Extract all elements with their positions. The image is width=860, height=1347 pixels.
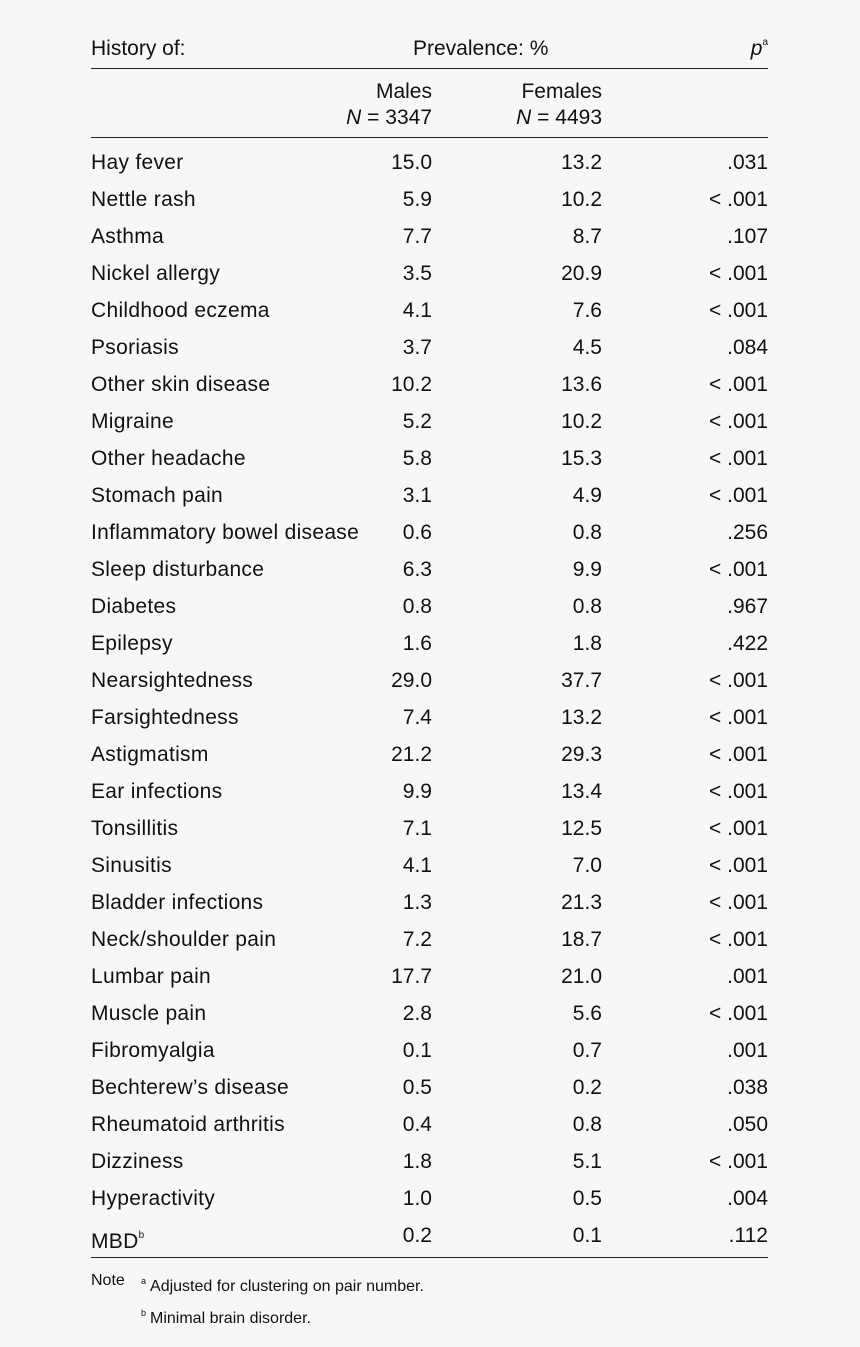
row-label	[91, 625, 173, 662]
row-label	[91, 329, 179, 366]
males-value: 7.1	[402, 817, 432, 840]
females-value: 21.3	[561, 891, 602, 914]
females-value: 0.8	[572, 521, 602, 544]
row-label-text: Muscle pain	[91, 1002, 207, 1025]
row-label-text: Neck/shoulder pain	[91, 928, 277, 951]
males-value: 3.5	[402, 262, 432, 285]
row-label-text: Rheumatoid arthritis	[91, 1113, 285, 1136]
table-row	[91, 958, 768, 995]
p-value: < .001	[709, 928, 768, 951]
females-value: 0.2	[572, 1076, 602, 1099]
males-n-value: = 3347	[361, 106, 432, 129]
males-value: 5.2	[402, 410, 432, 433]
p-value: .038	[727, 1076, 768, 1099]
row-label	[91, 810, 178, 847]
females-value: 7.6	[572, 299, 602, 322]
females-value: 0.8	[572, 595, 602, 618]
females-value: 4.9	[572, 484, 602, 507]
table-row	[91, 1106, 768, 1143]
row-label	[91, 1069, 289, 1106]
note-b-text: Minimal brain disorder.	[150, 1310, 311, 1327]
females-value: 12.5	[561, 817, 602, 840]
females-value: 13.6	[561, 373, 602, 396]
table-row	[91, 403, 768, 440]
p-value: < .001	[709, 188, 768, 211]
p-value: < .001	[709, 484, 768, 507]
row-label-text: Lumbar pain	[91, 965, 212, 988]
females-value: 1.8	[572, 632, 602, 655]
row-label-text: Diabetes	[91, 595, 177, 618]
header-history-label: History of:	[91, 37, 186, 60]
p-value: .084	[727, 336, 768, 359]
table-row	[91, 773, 768, 810]
row-label	[91, 884, 263, 921]
p-value: .001	[727, 965, 768, 988]
row-label	[91, 773, 222, 810]
row-label	[91, 699, 239, 736]
table-row	[91, 884, 768, 921]
males-value: 17.7	[391, 965, 432, 988]
row-label-text: Sleep disturbance	[91, 558, 265, 581]
row-label-text: Psoriasis	[91, 336, 179, 359]
females-value: 29.3	[561, 743, 602, 766]
row-label	[91, 181, 196, 218]
table-row	[91, 810, 768, 847]
p-value: .050	[727, 1113, 768, 1136]
row-label	[91, 440, 246, 477]
table-row	[91, 847, 768, 884]
females-value: 37.7	[561, 669, 602, 692]
table-row	[91, 1180, 768, 1217]
p-value: < .001	[709, 1002, 768, 1025]
p-value: < .001	[709, 410, 768, 433]
table-row	[91, 1217, 768, 1254]
row-label-text: Inflammatory bowel disease	[91, 521, 360, 544]
row-label	[91, 1106, 285, 1143]
row-label-text: Bechterew’s disease	[91, 1076, 289, 1099]
p-value: < .001	[709, 669, 768, 692]
males-value: 29.0	[391, 669, 432, 692]
row-label-text: Stomach pain	[91, 484, 224, 507]
females-value: 13.4	[561, 780, 602, 803]
males-value: 1.6	[402, 632, 432, 655]
row-label	[91, 1217, 144, 1260]
table-row	[91, 588, 768, 625]
p-value: < .001	[709, 299, 768, 322]
p-value: < .001	[709, 1150, 768, 1173]
row-label-text: Nettle rash	[91, 188, 196, 211]
row-label	[91, 403, 174, 440]
note-label: Note	[91, 1272, 125, 1289]
females-value: 10.2	[561, 410, 602, 433]
row-label-text: Bladder infections	[91, 891, 264, 914]
males-value: 1.0	[402, 1187, 432, 1210]
row-label-text: Nickel allergy	[91, 262, 221, 285]
row-label-text: Hyperactivity	[91, 1187, 216, 1210]
females-value: 15.3	[561, 447, 602, 470]
males-value: 3.1	[402, 484, 432, 507]
females-n-label: N	[516, 106, 532, 129]
row-label	[91, 514, 359, 551]
p-value: .107	[727, 225, 768, 248]
males-value: 0.6	[402, 521, 432, 544]
males-value: 15.0	[391, 151, 432, 174]
note-a-marker: a	[141, 1276, 147, 1286]
row-label	[91, 366, 270, 403]
p-value: .001	[727, 1039, 768, 1062]
males-value: 5.8	[402, 447, 432, 470]
females-column-header	[516, 79, 602, 131]
females-value: 5.1	[572, 1150, 602, 1173]
row-label	[91, 1143, 184, 1180]
row-label	[91, 477, 223, 514]
p-value: < .001	[709, 447, 768, 470]
females-value: 0.7	[572, 1039, 602, 1062]
table-notes	[91, 1268, 768, 1332]
row-label	[91, 921, 276, 958]
males-value: 1.3	[402, 891, 432, 914]
p-value: .112	[728, 1224, 768, 1247]
p-value: < .001	[709, 373, 768, 396]
females-value: 8.7	[572, 225, 602, 248]
table-row	[91, 995, 768, 1032]
row-label	[91, 292, 270, 329]
table-row	[91, 921, 768, 958]
row-label	[91, 218, 164, 255]
table-row	[91, 736, 768, 773]
males-value: 10.2	[391, 373, 432, 396]
females-n-value: = 4493	[531, 106, 602, 129]
p-value: .031	[727, 151, 768, 174]
row-label-text: Nearsightedness	[91, 669, 254, 692]
row-label-text: Tonsillitis	[91, 817, 179, 840]
males-value: 6.3	[402, 558, 432, 581]
table-row	[91, 477, 768, 514]
row-label-text: Ear infections	[91, 780, 223, 803]
males-value: 7.2	[402, 928, 432, 951]
row-label-text: Other skin disease	[91, 373, 271, 396]
females-value: 18.7	[561, 928, 602, 951]
p-value: < .001	[709, 780, 768, 803]
row-label	[91, 847, 172, 884]
females-value: 13.2	[561, 706, 602, 729]
males-value: 5.9	[402, 188, 432, 211]
table-row	[91, 366, 768, 403]
males-value: 0.1	[402, 1039, 432, 1062]
row-label-text: Hay fever	[91, 151, 184, 174]
p-value: < .001	[709, 558, 768, 581]
p-value: < .001	[709, 891, 768, 914]
males-value: 0.2	[402, 1224, 432, 1247]
row-label	[91, 736, 209, 773]
row-label-text: Asthma	[91, 225, 164, 248]
row-label-text: Other headache	[91, 447, 246, 470]
row-label-marker: b	[138, 1230, 145, 1241]
p-value: < .001	[709, 817, 768, 840]
row-label	[91, 995, 206, 1032]
table-row	[91, 1069, 768, 1106]
males-n-label: N	[346, 106, 362, 129]
row-label-text: Migraine	[91, 410, 174, 433]
row-label	[91, 958, 211, 995]
table-subheader	[91, 69, 768, 138]
row-label-text: Sinusitis	[91, 854, 172, 877]
table-header	[91, 28, 768, 69]
row-label-text: Astigmatism	[91, 743, 209, 766]
row-label	[91, 551, 264, 588]
p-value: < .001	[709, 743, 768, 766]
table-body	[91, 138, 768, 1258]
males-value: 3.7	[402, 336, 432, 359]
table-row	[91, 329, 768, 366]
p-value: .004	[727, 1187, 768, 1210]
table-row	[91, 255, 768, 292]
row-label-text: MBD	[91, 1230, 139, 1253]
row-label	[91, 255, 220, 292]
p-value: < .001	[709, 706, 768, 729]
row-label-text: Dizziness	[91, 1150, 184, 1173]
table-row	[91, 292, 768, 329]
row-label	[91, 662, 253, 699]
table-row	[91, 440, 768, 477]
males-value: 4.1	[402, 854, 432, 877]
header-p-label	[751, 37, 768, 61]
males-value: 0.8	[402, 595, 432, 618]
note-a	[91, 1268, 768, 1300]
header-p-text: p	[750, 37, 763, 60]
males-value: 7.7	[402, 225, 432, 248]
table-row	[91, 1143, 768, 1180]
header-p-marker: a	[762, 37, 768, 48]
females-label: Females	[521, 80, 602, 103]
males-value: 0.4	[402, 1113, 432, 1136]
males-value: 2.8	[402, 1002, 432, 1025]
females-value: 0.8	[572, 1113, 602, 1136]
row-label	[91, 1180, 215, 1217]
females-value: 10.2	[561, 188, 602, 211]
females-n	[516, 105, 602, 131]
table-row	[91, 514, 768, 551]
table-row	[91, 625, 768, 662]
males-value: 21.2	[391, 743, 432, 766]
p-value: .967	[727, 595, 768, 618]
males-value: 0.5	[402, 1076, 432, 1099]
females-value: 9.9	[572, 558, 602, 581]
males-label: Males	[375, 80, 432, 103]
females-value: 13.2	[561, 151, 602, 174]
p-value: < .001	[709, 262, 768, 285]
row-label-text: Epilepsy	[91, 632, 173, 655]
row-label-text: Farsightedness	[91, 706, 239, 729]
females-value: 21.0	[561, 965, 602, 988]
males-column-header	[346, 79, 432, 131]
note-a-text: Adjusted for clustering on pair number.	[150, 1278, 424, 1295]
table-row	[91, 662, 768, 699]
row-label-text: Fibromyalgia	[91, 1039, 215, 1062]
table-row	[91, 551, 768, 588]
females-value: 7.0	[572, 854, 602, 877]
males-value: 4.1	[402, 299, 432, 322]
males-value: 9.9	[402, 780, 432, 803]
males-value: 1.8	[402, 1150, 432, 1173]
females-value: 5.6	[572, 1002, 602, 1025]
row-label	[91, 1032, 215, 1069]
p-value: .422	[727, 632, 768, 655]
row-label	[91, 588, 176, 625]
females-value: 0.1	[572, 1224, 602, 1247]
males-n	[346, 105, 432, 131]
females-value: 4.5	[572, 336, 602, 359]
prevalence-table	[91, 28, 768, 1332]
table-row	[91, 218, 768, 255]
table-row	[91, 144, 768, 181]
table-row	[91, 1032, 768, 1069]
table-row	[91, 181, 768, 218]
row-label	[91, 144, 184, 181]
p-value: .256	[727, 521, 768, 544]
p-value: < .001	[709, 854, 768, 877]
females-value: 20.9	[561, 262, 602, 285]
table-row	[91, 699, 768, 736]
males-value: 7.4	[402, 706, 432, 729]
header-prevalence-label: Prevalence: %	[413, 37, 549, 60]
females-value: 0.5	[572, 1187, 602, 1210]
note-b-marker: b	[141, 1308, 147, 1318]
note-b	[91, 1300, 768, 1332]
row-label-text: Childhood eczema	[91, 299, 270, 322]
